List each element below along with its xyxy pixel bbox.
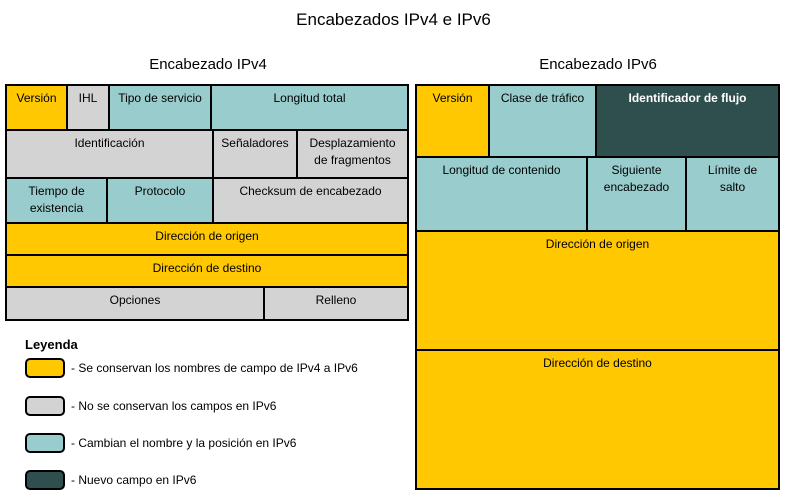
legend-text-no-conservan: - No se conservan los campos en IPv6 xyxy=(71,399,277,413)
ipv4-field-tipo-servicio xyxy=(108,84,212,131)
ipv4-field-desplazamiento xyxy=(296,129,409,179)
ipv6-field-version xyxy=(415,84,490,158)
ipv6-field-siguiente-encabezado xyxy=(586,156,687,232)
ipv6-field-longitud-contenido xyxy=(415,156,588,232)
ipv4-field-senaladores xyxy=(212,129,298,179)
ipv4-heading: Encabezado IPv4 xyxy=(149,56,267,73)
ipv4-opciones-label: Opciones xyxy=(109,293,161,307)
ipv4-relleno-label: Relleno xyxy=(315,293,357,307)
ipv6-field-identificador-flujo xyxy=(595,84,780,158)
ipv4-direccion-destino-label: Dirección de destino xyxy=(152,261,262,275)
ipv6-clase-trafico-label: Clase de tráfico xyxy=(500,91,585,105)
ipv6-field-direccion-origen xyxy=(415,230,780,351)
ipv6-limite-line2: salto xyxy=(719,180,746,194)
legend-title: Leyenda xyxy=(25,337,78,352)
diagram-title: Encabezados IPv4 e IPv6 xyxy=(296,10,491,29)
ipv4-protocolo-label: Protocolo xyxy=(134,184,186,198)
ipv6-direccion-destino-label: Dirección de destino xyxy=(543,356,652,370)
legend-text-cambian: - Cambian el nombre y la posición en IPv6 xyxy=(71,436,297,450)
ipv4-field-opciones xyxy=(5,286,265,321)
ipv4-senaladores-label: Señaladores xyxy=(221,136,289,150)
legend-swatch-dark xyxy=(25,470,65,490)
legend-swatch-yellow xyxy=(25,358,65,378)
ipv4-checksum-label: Checksum de encabezado xyxy=(239,184,382,198)
legend-swatch-teal xyxy=(25,433,65,453)
ipv4-field-direccion-origen xyxy=(5,222,409,256)
ipv4-tiempo-line1: Tiempo de xyxy=(28,184,85,198)
legend-text-conservan: - Se conservan los nombres de campo de IPv4 a IPv6 xyxy=(71,361,358,375)
ipv6-version-label: Versión xyxy=(432,91,473,105)
ipv4-direccion-origen-label: Dirección de origen xyxy=(155,229,259,243)
ipv6-direccion-origen-label: Dirección de origen xyxy=(545,237,650,251)
ipv6-field-clase-trafico xyxy=(488,84,597,158)
ipv6-limite-line1: Límite de xyxy=(707,163,758,177)
ipv4-field-ihl xyxy=(66,84,110,131)
ipv6-siguiente-line2: encabezado xyxy=(603,180,670,194)
ipv4-longitud-total-label: Longitud total xyxy=(273,91,346,105)
legend-swatch-gray xyxy=(25,396,65,416)
ipv6-identificador-flujo-label: Identificador de flujo xyxy=(628,91,747,105)
ipv4-desplazamiento-line1: Desplazamiento xyxy=(309,136,396,150)
ipv4-ihl-label: IHL xyxy=(78,91,98,105)
ipv4-field-identificacion xyxy=(5,129,214,179)
ipv4-identificacion-label: Identificación xyxy=(74,136,145,150)
ipv6-siguiente-line1: Siguiente xyxy=(611,163,662,177)
ipv4-tiempo-line2: existencia xyxy=(29,201,84,215)
ipv4-field-tiempo-existencia xyxy=(5,177,108,224)
ipv4-field-relleno xyxy=(263,286,409,321)
ipv6-heading: Encabezado IPv6 xyxy=(539,56,657,73)
ipv6-field-limite-salto xyxy=(685,156,780,232)
ipv4-desplazamiento-line2: de fragmentos xyxy=(314,153,391,167)
ipv4-field-checksum xyxy=(212,177,409,224)
ipv6-longitud-contenido-label: Longitud de contenido xyxy=(442,163,561,177)
legend-text-nuevo: - Nuevo campo en IPv6 xyxy=(71,473,197,487)
ipv4-version-label: Versión xyxy=(16,91,57,105)
ipv4-field-version xyxy=(5,84,68,131)
ipv6-field-direccion-destino xyxy=(415,349,780,490)
ipv4-field-longitud-total xyxy=(210,84,409,131)
ipv4-field-protocolo xyxy=(106,177,214,224)
ipv4-tipo-servicio-label: Tipo de servicio xyxy=(118,91,202,105)
ipv4-field-direccion-destino xyxy=(5,254,409,288)
